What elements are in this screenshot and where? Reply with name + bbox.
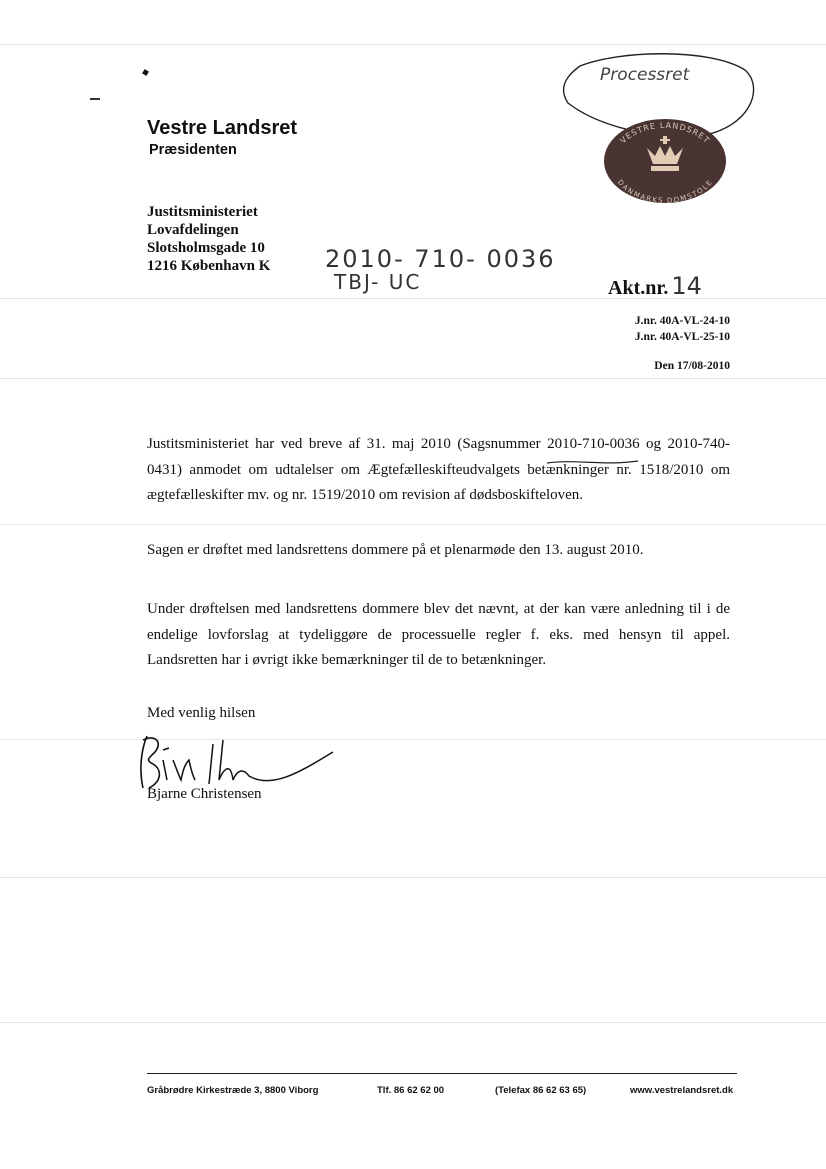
letterhead-title: Vestre Landsret (147, 117, 298, 139)
scan-artifact (0, 378, 826, 379)
stamp-text: Processret (600, 65, 690, 85)
scan-mark (142, 69, 149, 76)
closing: Med venlig hilsen (147, 705, 256, 721)
akt-value: 14 (671, 272, 702, 300)
recipient-line: Lovafdelingen (147, 222, 239, 238)
akt-number (608, 272, 702, 300)
recipient-address (147, 203, 270, 275)
footer-address: Gråbrødre Kirkestræde 3, 8800 Viborg (147, 1085, 319, 1096)
handwritten-case-number: 2010- 710- 0036 (325, 245, 556, 273)
letter-date: Den 17/08-2010 (654, 360, 730, 372)
scan-artifact (0, 44, 826, 45)
seal-text-top: VESTRE LANDSRET (618, 120, 712, 146)
body-paragraph-2: Sagen er drøftet med landsrettens dommere på et plenarmøde den 13. august 2010. (147, 542, 644, 558)
footer-phone: Tlf. 86 62 62 00 (377, 1085, 445, 1096)
footer-fax: (Telefax 86 62 63 65) (495, 1085, 587, 1096)
letterhead-subtitle: Præsidenten (149, 142, 237, 158)
body-paragraph-1: Justitsministeriet har ved breve af 31. maj 2010 (Sagsnummer 2010-710-0036 og 2010-740-0431) anmodet om udtalelser om Ægtefælleskifteudvalgets betænkninger nr. 1518/2010 om ægtefælleskifter mv. og nr. 1519/2010 om revision af dødsboskifteloven. (147, 436, 730, 503)
scan-artifact (0, 739, 826, 740)
scan-artifact (0, 877, 826, 878)
scan-mark (90, 98, 100, 100)
journal-number-1: J.nr. 40A-VL-24-10 (634, 315, 730, 327)
recipient-line: 1216 København K (147, 258, 271, 274)
footer-website[interactable]: www.vestrelandsret.dk (630, 1085, 734, 1096)
signer-name: Bjarne Christensen (147, 786, 262, 802)
seal-text-bottom: DANMARKS DOMSTOLE (615, 178, 715, 204)
footer-divider (147, 1073, 737, 1074)
scan-artifact (0, 1022, 826, 1023)
akt-label: Akt.nr. (608, 277, 669, 299)
journal-number-2: J.nr. 40A-VL-25-10 (634, 331, 730, 343)
recipient-line: Justitsministeriet (147, 204, 258, 220)
scan-artifact (0, 298, 826, 299)
body-paragraph-3: Under drøftelsen med landsrettens dommere blev det nævnt, at der kan være anledning til i de endelige lovforslag at tydeliggøre de processuelle regler f. eks. med hensyn til appel. Landsretten har i øvrigt ikke bemærkninger til de to betænkninger. (147, 601, 730, 668)
court-seal (603, 118, 727, 204)
recipient-line: Slotsholmsgade 10 (147, 240, 265, 256)
handwritten-underline (545, 457, 640, 467)
handwritten-initials: TBJ- UC (334, 270, 422, 294)
scan-artifact (0, 524, 826, 525)
